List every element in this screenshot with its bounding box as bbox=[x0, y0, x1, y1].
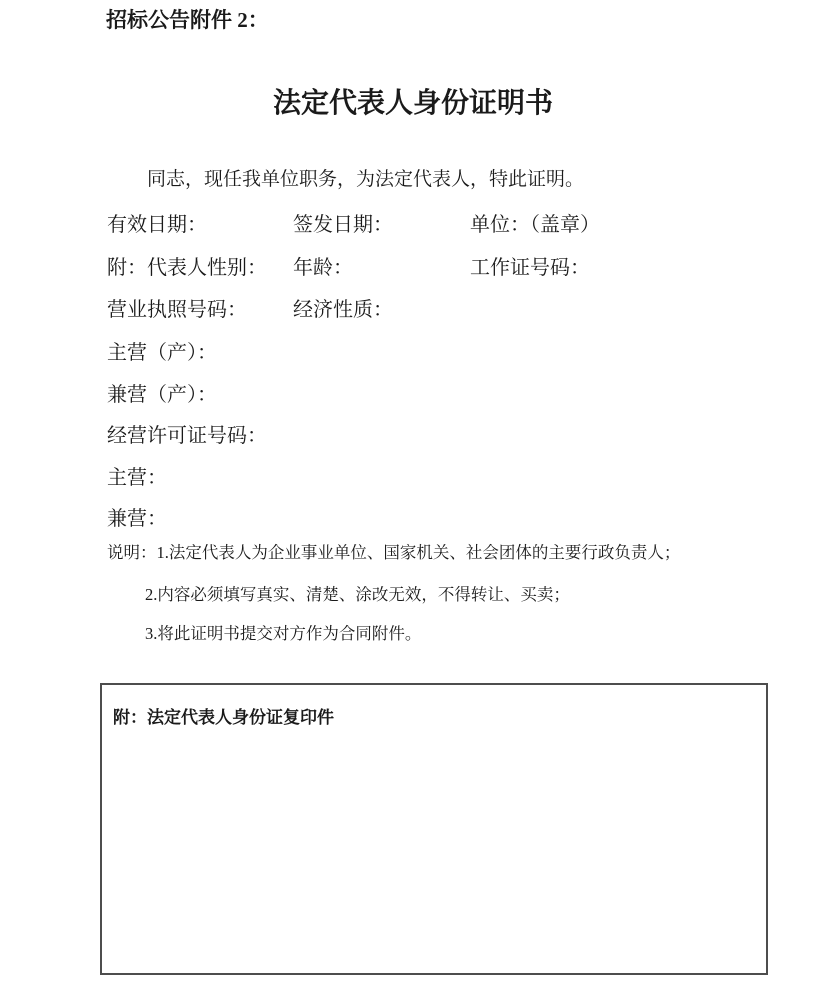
field-row-license bbox=[0, 298, 826, 324]
field-label-business-license: 营业执照号码： bbox=[107, 299, 247, 321]
field-label-operating-permit: 经营许可证号码： bbox=[107, 425, 267, 447]
field-label-side-business: 兼营： bbox=[107, 508, 167, 530]
document-title: 法定代表人身份证明书 bbox=[272, 88, 553, 119]
field-label-main-business: 主营： bbox=[107, 467, 167, 489]
field-row-representative bbox=[0, 256, 826, 282]
notes-label: 说明： bbox=[107, 543, 157, 562]
attachment-box-label: 附：法定代表人身份证复印件 bbox=[113, 708, 334, 727]
field-label-issue-date: 签发日期： bbox=[293, 214, 393, 236]
field-label-work-id: 工作证号码： bbox=[470, 257, 590, 279]
field-label-unit-seal: 单位：（盖章） bbox=[470, 214, 600, 236]
note-item-1: 1.法定代表人为企业事业单位、国家机关、社会团体的主要行政负责人； bbox=[156, 543, 681, 562]
intro-statement: 同志，现任我单位职务，为法定代表人，特此证明。 bbox=[147, 169, 585, 190]
attachment-number-label: 招标公告附件 2： bbox=[106, 8, 269, 32]
field-label-valid-date: 有效日期： bbox=[107, 214, 207, 236]
field-label-main-products: 主营（产）： bbox=[107, 342, 217, 364]
field-label-rep-gender: 附：代表人性别： bbox=[107, 257, 267, 279]
field-label-side-products: 兼营（产）： bbox=[107, 384, 217, 406]
note-line-3: 3.将此证明书提交对方作为合同附件。 bbox=[145, 624, 422, 643]
attachment-box bbox=[100, 683, 768, 975]
field-row-dates bbox=[0, 213, 826, 239]
field-label-age: 年龄： bbox=[293, 257, 353, 279]
note-line-2: 2.内容必须填写真实、清楚、涂改无效，不得转让、买卖； bbox=[145, 585, 570, 604]
note-line-1 bbox=[107, 543, 680, 563]
field-label-economic-nature: 经济性质： bbox=[293, 299, 393, 321]
